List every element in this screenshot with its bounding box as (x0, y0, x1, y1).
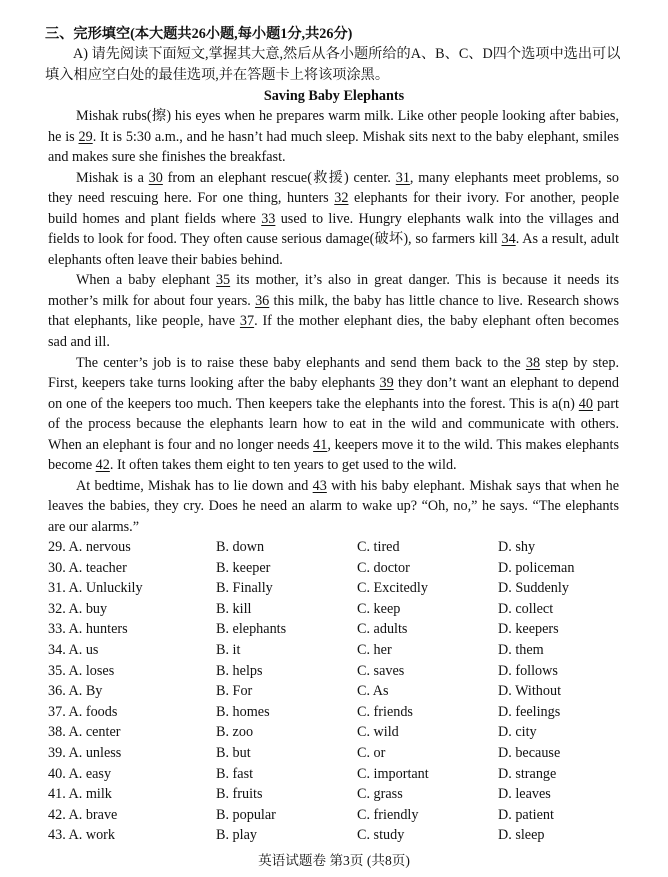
option-a (48, 640, 98, 661)
question-number: 40. (48, 765, 66, 782)
option-c: C. her (357, 641, 392, 658)
option-a (48, 764, 111, 785)
cloze-blank: 38 (525, 354, 541, 371)
option-row (48, 640, 628, 661)
option-d: D. Suddenly (498, 580, 569, 597)
option-row (48, 805, 628, 826)
option-text: A. nervous (68, 539, 131, 555)
option-b: B. play (216, 827, 257, 844)
option-row (48, 537, 628, 558)
passage-text: When a baby elephant (76, 272, 216, 289)
cloze-blank: 32 (334, 190, 349, 207)
option-text: A. buy (68, 600, 108, 617)
option-c: C. important (357, 765, 429, 782)
option-row (48, 558, 628, 579)
passage-text: part of the process because the elephants learn how to eat in the wild and communicate with others. When an elephant is four and no longer needs (48, 395, 619, 453)
option-row (48, 764, 628, 785)
option-a (48, 661, 114, 682)
option-text: A. brave (68, 806, 118, 823)
instruction-line: A) 请先阅读下面短文,掌握其大意,然后从各小题所给的A、B、C、D四个选项中选出可以 (73, 46, 621, 62)
question-number: 32. (48, 600, 66, 617)
passage-text: its mother, it’s also in great danger. This is because it needs its mother’s milk for about four years. (48, 272, 619, 309)
option-c: C. tired (357, 539, 400, 555)
passage-text: The center’s job is to raise these baby elephants and send them back to the (76, 354, 526, 371)
option-c: C. As (357, 683, 389, 700)
passage-text: . As a result, adult elephants often leave their babies behind. (48, 231, 619, 268)
option-a (48, 784, 112, 805)
cloze-blank: 37 (239, 313, 255, 330)
option-d: D. leaves (498, 786, 551, 803)
cloze-blank: 31 (395, 169, 410, 186)
option-d: D. policeman (498, 559, 575, 576)
option-b: B. helps (216, 662, 263, 679)
option-b: B. fast (216, 765, 254, 782)
option-text: A. hunters (68, 621, 128, 638)
passage-text: from an elephant rescue(救援) center. (162, 169, 396, 186)
question-number: 29. (48, 539, 66, 555)
cloze-blank: 40 (578, 395, 593, 412)
passage-text: step by step. First, keepers take turns looking after the baby elephants (48, 354, 619, 392)
cloze-blank: 36 (255, 292, 270, 309)
option-row (48, 702, 628, 723)
option-row (48, 619, 628, 640)
option-a (48, 805, 117, 826)
cloze-blank: 39 (379, 375, 394, 392)
passage-text: , keepers move it to the wild. This makes elephants become (48, 436, 619, 474)
option-text: A. By (68, 683, 103, 700)
option-c: C. saves (357, 662, 405, 679)
passage-text: , many elephants meet problems, so they need rescuing here. For one thing, hunters (48, 169, 619, 207)
question-number: 33. (48, 621, 66, 638)
option-a (48, 722, 121, 743)
option-b: B. zoo (216, 724, 254, 741)
option-d: D. Without (498, 683, 562, 700)
option-d: D. strange (498, 765, 557, 782)
option-d: D. them (498, 641, 544, 658)
question-number: 41. (48, 786, 66, 803)
option-b: B. popular (216, 806, 276, 823)
option-a (48, 825, 115, 846)
option-text: A. teacher (68, 559, 127, 576)
option-d: D. collect (498, 600, 554, 617)
option-row (48, 681, 628, 702)
option-d: D. keepers (498, 621, 559, 638)
question-number: 38. (48, 724, 66, 741)
option-row (48, 825, 628, 846)
option-c: C. study (357, 827, 405, 844)
option-c: C. grass (357, 786, 403, 803)
question-number: 37. (48, 703, 66, 720)
option-b: B. down (216, 539, 265, 555)
option-c: C. adults (357, 621, 408, 638)
option-b: B. kill (216, 600, 252, 617)
question-number: 31. (48, 580, 66, 597)
option-b: B. keeper (216, 559, 271, 576)
option-row (48, 599, 628, 620)
option-text: A. center (68, 724, 121, 741)
option-a (48, 599, 107, 620)
question-number: 36. (48, 683, 66, 700)
option-text: A. loses (68, 662, 115, 679)
option-d: D. city (498, 724, 537, 741)
option-c: C. keep (357, 600, 401, 617)
option-b: B. Finally (216, 580, 273, 597)
section-title: 三、完形填空(本大题共26小题,每小题1分,共26分) (45, 26, 353, 42)
question-number: 43. (48, 827, 66, 844)
instruction-line: 填入相应空白处的最佳选项,并在答题卡上将该项涂黑。 (45, 66, 390, 83)
option-a (48, 681, 102, 702)
passage-text: Mishak rubs(擦) his eyes when he prepares warm milk. Like other people looking after babies, he is (48, 108, 619, 145)
option-text: A. easy (68, 765, 112, 782)
passage-paragraph (48, 353, 619, 476)
question-number: 42. (48, 806, 66, 823)
cloze-blank: 43 (312, 477, 327, 494)
cloze-blank: 34 (501, 231, 516, 248)
option-text: A. unless (68, 744, 122, 761)
passage-title: Saving Baby Elephants (263, 88, 405, 104)
option-a (48, 702, 117, 723)
option-row (48, 784, 628, 805)
cloze-blank: 42 (95, 457, 110, 474)
option-a (48, 619, 128, 640)
option-c: C. doctor (357, 559, 410, 576)
option-a (48, 537, 131, 558)
passage-text: with his baby elephant. Mishak says that when he leaves the babies, they cry. Does he need an alarm to wake up? “Oh, no,” he says. “The elephants are our alarms.” (48, 477, 619, 535)
passage-text: . If the mother elephant dies, the baby elephant often becomes sad and ill. (48, 313, 619, 351)
cloze-blank: 35 (215, 272, 231, 289)
option-c: C. friendly (357, 806, 419, 823)
option-b: B. it (216, 641, 241, 658)
option-a (48, 578, 143, 599)
passage-text: . It is 5:30 a.m., and he hasn’t had much sleep. Mishak sits next to the baby elephant, smiles and makes sure she finishes the breakfast. (48, 128, 619, 166)
passage-paragraph (48, 106, 619, 168)
option-text: A. us (68, 641, 99, 658)
passage-text: used to live. Hungry elephants walk into the villages and fields to look for food. They often cause serious damage(破坏), so farmers kill (48, 210, 619, 248)
option-c: C. Excitedly (357, 580, 428, 597)
option-b: B. elephants (216, 621, 287, 638)
cloze-blank: 33 (261, 210, 276, 227)
option-c: C. friends (357, 703, 413, 720)
cloze-blank: 30 (148, 169, 163, 186)
passage-paragraph (48, 476, 619, 538)
option-a (48, 558, 127, 579)
option-text: A. milk (68, 786, 112, 803)
option-d: D. patient (498, 806, 554, 823)
option-c: C. or (357, 744, 386, 761)
option-d: D. shy (498, 539, 536, 555)
option-d: D. sleep (498, 827, 545, 844)
passage-text: At bedtime, Mishak has to lie down and (76, 477, 313, 494)
option-row (48, 722, 628, 743)
options-list (48, 537, 628, 846)
option-b: B. homes (216, 703, 270, 720)
passage-text: . It often takes them eight to ten years to get used to the wild. (109, 457, 457, 474)
option-b: B. For (216, 683, 253, 700)
question-number: 39. (48, 744, 66, 761)
passage-text: Mishak is a (76, 169, 149, 186)
option-c: C. wild (357, 724, 399, 741)
option-d: D. feelings (498, 703, 561, 720)
passage-body (48, 106, 619, 537)
question-number: 34. (48, 641, 66, 658)
question-number: 30. (48, 559, 66, 576)
section-instruction (45, 44, 620, 85)
option-text: A. Unluckily (68, 580, 143, 597)
option-d: D. because (498, 744, 561, 761)
option-d: D. follows (498, 662, 558, 679)
cloze-blank: 41 (313, 436, 328, 453)
option-text: A. work (68, 827, 115, 844)
passage-text: they don’t want an elephant to depend on one of the keepers too much. Then keepers take the elephants into the forest. This is a(n) (48, 375, 619, 412)
option-b: B. but (216, 744, 251, 761)
cloze-blank: 29 (78, 128, 93, 145)
page-footer: 英语试题卷 第3页 (共8页) (258, 853, 410, 868)
passage-paragraph (48, 168, 619, 271)
option-a (48, 743, 121, 764)
passage-paragraph (48, 270, 619, 352)
passage-text: elephants for their ivory. For another, people build homes and plant fields where (48, 190, 619, 227)
option-row (48, 661, 628, 682)
option-text: A. foods (68, 703, 118, 720)
option-b: B. fruits (216, 786, 263, 803)
option-row (48, 578, 628, 599)
question-number: 35. (48, 662, 66, 679)
option-row (48, 743, 628, 764)
passage-text: this milk, the baby has little chance to live. Research shows that elephants, like people, have (48, 292, 619, 330)
